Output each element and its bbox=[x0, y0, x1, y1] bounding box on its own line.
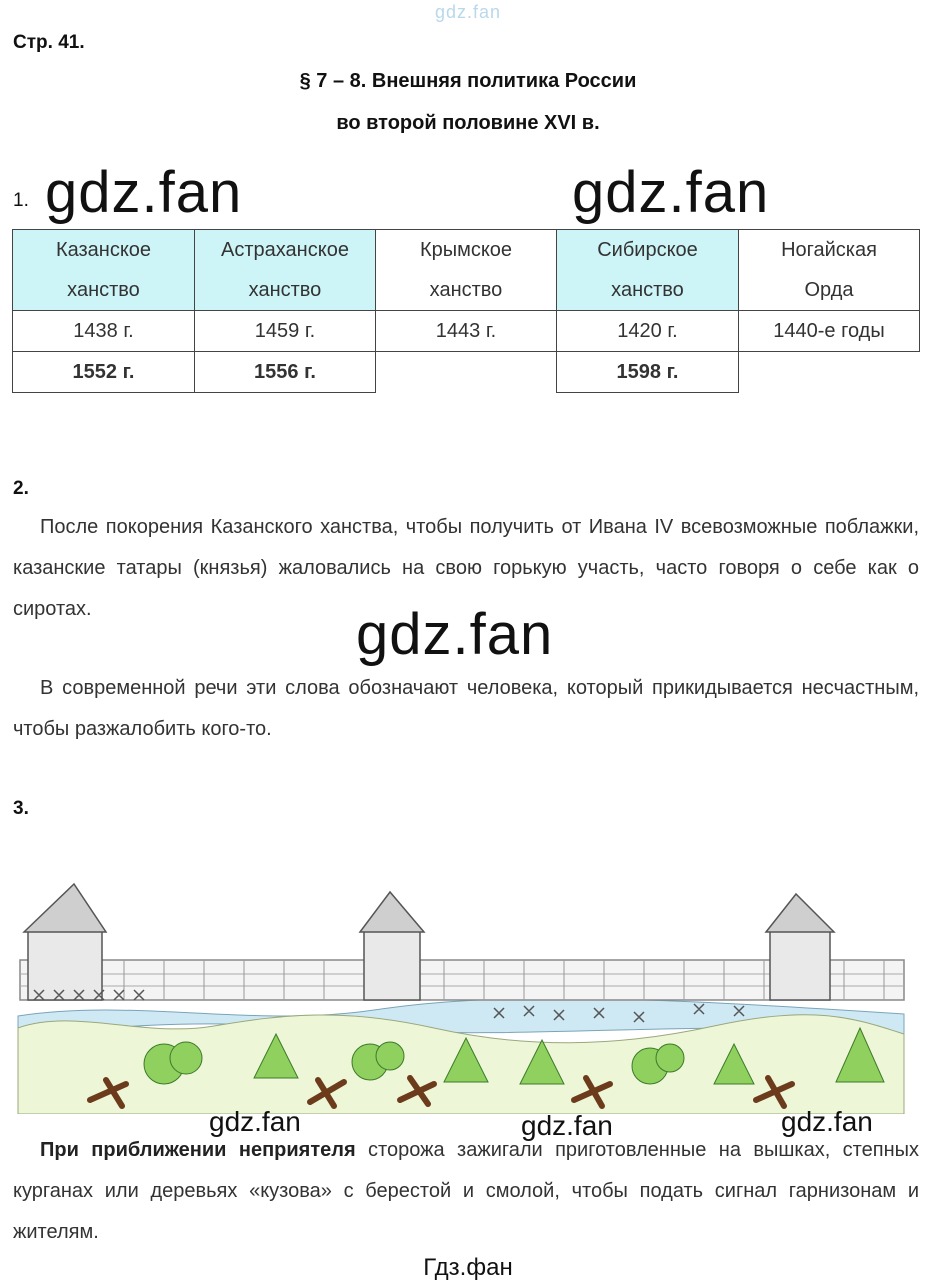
header-kazan: Казанское ханство bbox=[13, 230, 195, 311]
watermark-3: gdz.fan bbox=[356, 602, 554, 667]
section-title-line-1: § 7 – 8. Внешняя политика России bbox=[299, 70, 637, 92]
watermark-4: gdz.fan bbox=[209, 1106, 301, 1137]
khanates-table bbox=[12, 229, 920, 393]
annexed-nogai bbox=[739, 352, 920, 393]
table-header-row bbox=[13, 230, 920, 311]
task-2-paragraph-2: В современной речи эти слова обозначают человека, который прикидывается несчастным, чтобы разжалобить кого-то. bbox=[13, 677, 919, 740]
header-astrakhan: Астраханское ханство bbox=[195, 230, 376, 311]
tower-middle bbox=[360, 892, 424, 1000]
task-2-paragraph-1: После покорения Казанского ханства, чтобы получить от Ивана IV всевозможные поблажки, казанские татары (князья) жаловались на свою горькую участь, часто говоря о себе как о сиротах. bbox=[13, 516, 919, 620]
watermark-top: gdz.fan bbox=[435, 2, 502, 22]
page-label: Стр. 41. bbox=[13, 32, 85, 53]
watermark-2: gdz.fan bbox=[572, 160, 770, 225]
table-row-annexed bbox=[13, 352, 920, 393]
task-3-number: 3. bbox=[13, 798, 29, 819]
header-crimea: Крымское ханство bbox=[376, 230, 557, 311]
header-nogai: Ногайская Орда bbox=[739, 230, 920, 311]
founded-siberia: 1420 г. bbox=[557, 311, 739, 352]
task-2-number: 2. bbox=[13, 478, 29, 499]
annexed-astrakhan: 1556 г. bbox=[195, 352, 376, 393]
section-title-line-2: во второй половине XVI в. bbox=[336, 112, 600, 134]
header-siberia: Сибирское ханство bbox=[557, 230, 739, 311]
tower-left bbox=[24, 884, 106, 1000]
annexed-crimea bbox=[376, 352, 557, 393]
fortress-drawing bbox=[14, 878, 906, 1114]
task-3-caption bbox=[13, 1130, 919, 1253]
table-row-founded bbox=[13, 311, 920, 352]
founded-astrakhan: 1459 г. bbox=[195, 311, 376, 352]
watermark-5: gdz.fan bbox=[521, 1110, 613, 1141]
caption-rest: сторожа зажигали приготовленные на вышках, степных курганах или деревьях «кузова» с берестой и смолой, чтобы подать сигнал гарнизонам и жителям. bbox=[13, 1139, 919, 1243]
footer-label: Гдз.фан bbox=[423, 1254, 513, 1281]
annexed-kazan: 1552 г. bbox=[13, 352, 195, 393]
founded-crimea: 1443 г. bbox=[376, 311, 557, 352]
task-1-number: 1. bbox=[13, 190, 29, 211]
watermark-6: gdz.fan bbox=[781, 1106, 873, 1137]
tower-right bbox=[766, 894, 834, 1000]
annexed-siberia: 1598 г. bbox=[557, 352, 739, 393]
founded-kazan: 1438 г. bbox=[13, 311, 195, 352]
caption-bold: При приближении неприятеля bbox=[40, 1139, 356, 1161]
founded-nogai: 1440-е годы bbox=[739, 311, 920, 352]
watermark-1: gdz.fan bbox=[45, 160, 243, 225]
